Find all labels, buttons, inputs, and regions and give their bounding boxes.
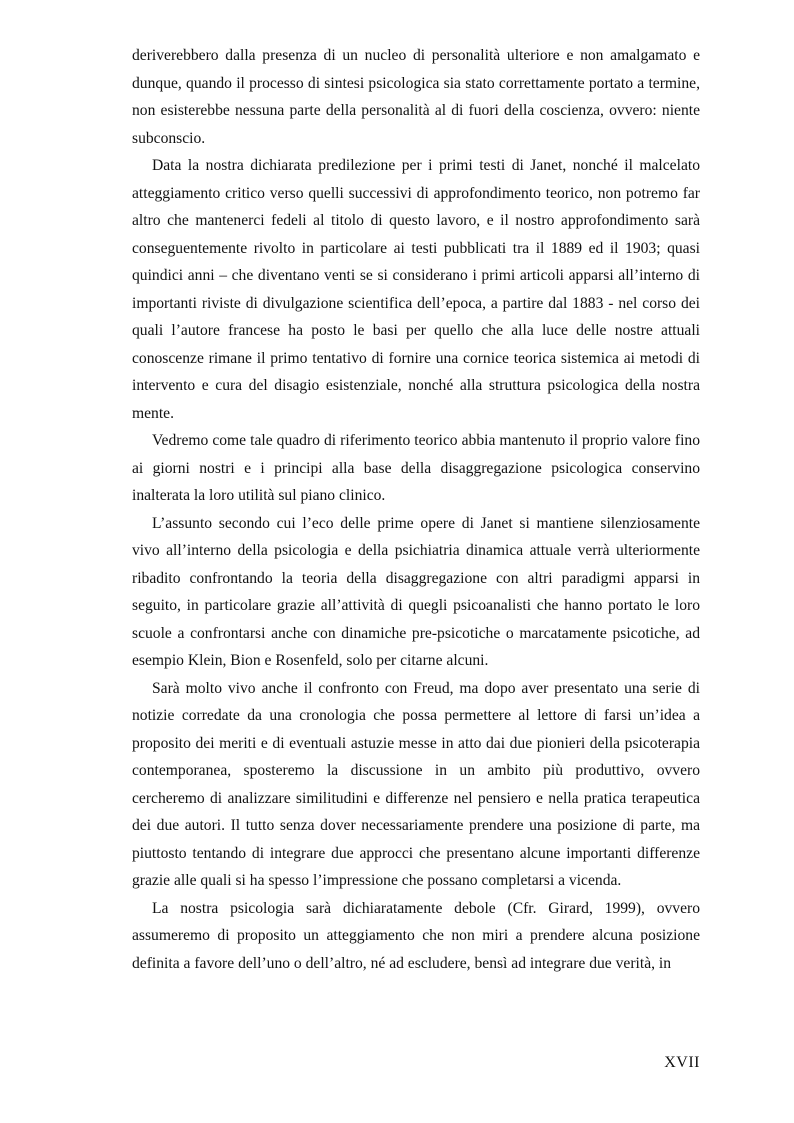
paragraph-continuation: deriverebbero dalla presenza di un nucleo di personalità ulteriore e non amalgamato e dunque, quando il processo di sintesi psicologica sia stato correttamente portato a termine, non esisterebbe nessuna parte della personalità al di fuori della coscienza, ovvero: niente subconscio. [132, 47, 700, 147]
paragraph-disaggregation-theory: L’assunto secondo cui l’eco delle prime opere di Janet si mantiene silenziosamente vivo all’interno della psicologia e della psichiatria dinamica attuale verrà ulteriormente ribadito confrontando la teoria della disaggregazione con altri paradigmi apparsi in seguito, in particolare grazie all’attività di quegli psicoanalisti che hanno portato le loro scuole a confrontarsi anche con dinamiche pre-psicotiche o marcatamente psicotiche, ad esempio Klein, Bion e Rosenfeld, solo per citarne alcuni. [132, 514, 700, 669]
page-body [132, 42, 700, 977]
paragraph-weak-psychology: La nostra psicologia sarà dichiaratamente debole (Cfr. Girard, 1999), ovvero assumeremo di proposito un atteggiamento che non miri a prendere alcuna posizione definita a favore dell’uno o dell’altro, né ad escludere, bensì ad integrare due verità, in [132, 899, 700, 972]
paragraph-freud-comparison: Sarà molto vivo anche il confronto con Freud, ma dopo aver presentato una serie di notizie corredate da una cronologia che possa permettere al lettore di farsi un’idea a proposito dei meriti e di eventuali astuzie messe in atto dai due pionieri della psicoterapia contemporanea, sposteremo la discussione in un ambito più produttivo, ovvero cercheremo di analizzare similitudini e differenze nel pensiero e nella pratica terapeutica dei due autori. Il tutto senza dover necessariamente prendere una posizione di parte, ma piuttosto tentando di integrare due approcci che presentano alcune importanti differenze grazie alle quali si ha spesso l’impressione che possano completarsi a vicenda. [132, 679, 700, 889]
paragraph-janet-texts: Data la nostra dichiarata predilezione per i primi testi di Janet, nonché il malcelato atteggiamento critico verso quelli successivi di approfondimento teorico, non potremo far altro che mantenerci fedeli al titolo di questo lavoro, e il nostro approfondimento sarà conseguentemente rivolto in particolare ai testi pubblicati tra il 1889 ed il 1903; quasi quindici anni – che diventano venti se si considerano i primi articoli apparsi all’interno di importanti riviste di divulgazione scientifica dell’epoca, a partire dal 1883 - nel corso dei quali l’autore francese ha posto le basi per quello che alla luce delle nostre attuali conoscenze rimane il primo tentativo di fornire una cornice teorica sistemica ai metodi di intervento e cura del disagio esistenziale, nonché alla struttura psicologica della nostra mente. [132, 157, 700, 422]
paragraph-theoretical-framework: Vedremo come tale quadro di riferimento teorico abbia mantenuto il proprio valore fino ai giorni nostri e i principi alla base della disaggregazione psicologica conservino inalterata la loro utilità sul piano clinico. [132, 432, 700, 504]
page-number: XVII [664, 1054, 700, 1071]
